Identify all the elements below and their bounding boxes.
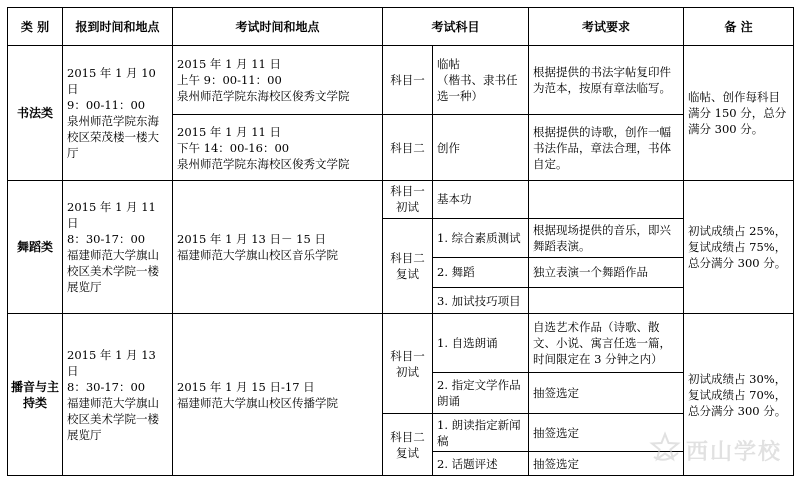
subject-label: 科目一 初试 xyxy=(383,314,433,414)
category-dance: 舞蹈类 xyxy=(8,180,63,314)
subject-item: 1. 朗读指定新闻稿 xyxy=(433,414,529,452)
exam-broadcast: 2015 年 1 月 15 日-17 日 福建师范大学旗山校区传播学院 xyxy=(173,314,383,476)
subject-requirement: 自选艺术作品（诗歌、散文、小说、寓言任选一篇，时间限定在 3 分钟之内） xyxy=(529,314,684,373)
exam-dance: 2015 年 1 月 13 日－ 15 日 福建师范大学旗山校区音乐学院 xyxy=(173,180,383,314)
exam-calligraphy-1: 2015 年 1 月 11 日 上午 9：00-11：00 泉州师范学院东海校区俊秀文学院 xyxy=(173,46,383,115)
note-dance: 初试成绩占 25%，复试成绩占 75%，总分满分 300 分。 xyxy=(684,180,794,314)
header-exam-time: 考试时间和地点 xyxy=(173,8,383,46)
header-row xyxy=(8,8,794,46)
subject-item: 创作 xyxy=(433,115,529,180)
exam-calligraphy-2: 2015 年 1 月 11 日 下午 14：00-16：00 泉州师范学院东海校区俊秀文学院 xyxy=(173,115,383,180)
subject-label: 科目一 初试 xyxy=(383,180,433,218)
table-row xyxy=(8,46,794,115)
table-row xyxy=(8,180,794,218)
subject-requirement: 抽签选定 xyxy=(529,372,684,413)
subject-item: 3. 加试技巧项目 xyxy=(433,288,529,314)
header-report: 报到时间和地点 xyxy=(63,8,173,46)
subject-item: 2. 话题评述 xyxy=(433,452,529,476)
report-calligraphy: 2015 年 1 月 10 日 9：00-11：00 泉州师范学院东海校区荣茂楼一楼大厅 xyxy=(63,46,173,181)
subject-label: 科目二 复试 xyxy=(383,414,433,476)
star-ribbon-logo-icon xyxy=(648,431,682,469)
subject-requirement: 根据现场提供的音乐，即兴舞蹈表演。 xyxy=(529,218,684,257)
exam-schedule-table xyxy=(7,7,794,476)
note-broadcast: 初试成绩占 30%，复试成绩占 70%，总分满分 300 分。 xyxy=(684,314,794,476)
subject-label: 科目二 xyxy=(383,115,433,180)
subject-item: 基本功 xyxy=(433,180,529,218)
subject-item: 临帖 （楷书、隶书任选一种） xyxy=(433,46,529,115)
subject-requirement: 抽签选定 xyxy=(529,414,684,452)
subject-item: 1. 自选朗诵 xyxy=(433,314,529,373)
report-broadcast: 2015 年 1 月 13 日 8：30-17：00 福建师范大学旗山校区美术学院一楼展览厅 xyxy=(63,314,173,476)
subject-label: 科目一 xyxy=(383,46,433,115)
report-dance: 2015 年 1 月 11 日 8：30-17：00 福建师范大学旗山校区美术学院一楼展览厅 xyxy=(63,180,173,314)
subject-item: 2. 指定文学作品朗诵 xyxy=(433,372,529,413)
header-category: 类 别 xyxy=(8,8,63,46)
subject-requirement: 根据提供的诗歌，创作一幅书法作品，章法合理，书体自定。 xyxy=(529,115,684,180)
category-calligraphy: 书法类 xyxy=(8,46,63,181)
school-watermark xyxy=(648,431,782,469)
subject-item: 1. 综合素质测试 xyxy=(433,218,529,257)
header-note: 备 注 xyxy=(684,8,794,46)
header-subject: 考试科目 xyxy=(383,8,529,46)
subject-requirement: 抽签选定 xyxy=(529,452,684,476)
header-requirement: 考试要求 xyxy=(529,8,684,46)
subject-requirement xyxy=(529,180,684,218)
watermark-text: 西山学校 xyxy=(685,439,782,465)
category-broadcast: 播音与主持类 xyxy=(8,314,63,476)
subject-label: 科目二 复试 xyxy=(383,218,433,314)
subject-requirement xyxy=(529,288,684,314)
note-calligraphy: 临帖、创作每科目满分 150 分，总分满分 300 分。 xyxy=(684,46,794,181)
subject-requirement: 独立表演一个舞蹈作品 xyxy=(529,257,684,287)
table-row xyxy=(8,314,794,373)
subject-requirement: 根据提供的书法字帖复印件为范本，按原有章法临写。 xyxy=(529,46,684,115)
subject-item: 2. 舞蹈 xyxy=(433,257,529,287)
